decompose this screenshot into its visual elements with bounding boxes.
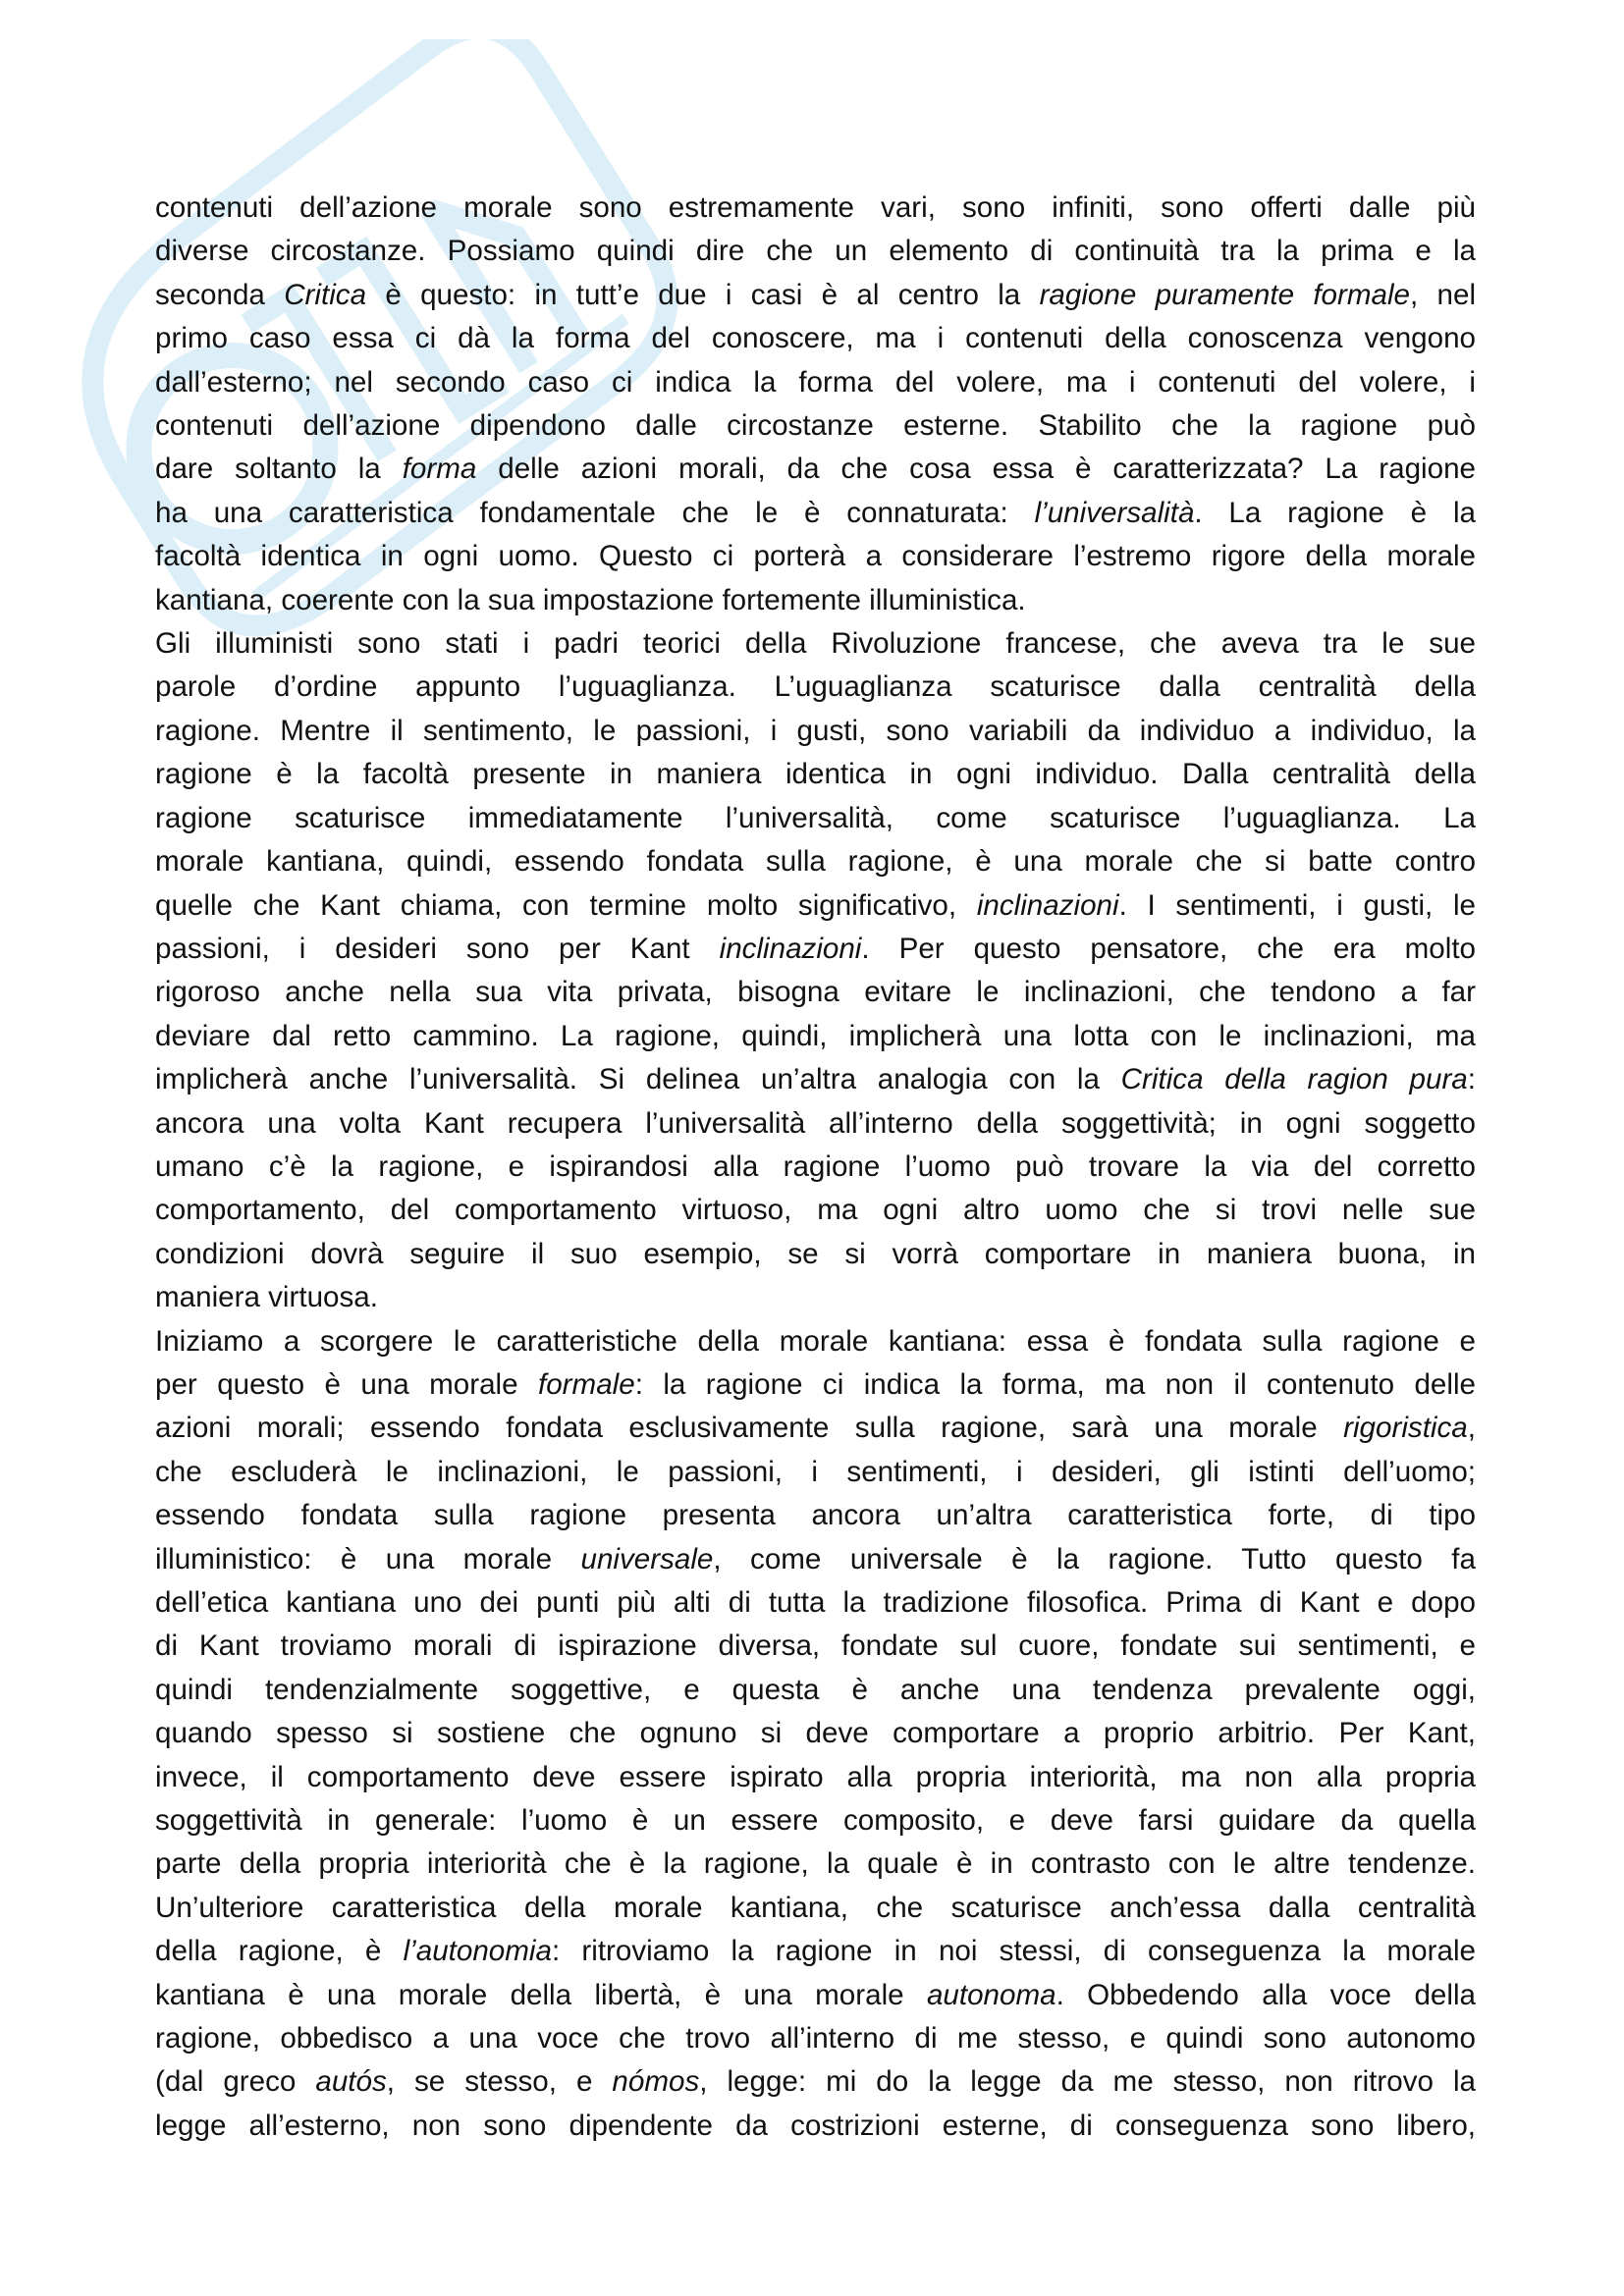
text-segment: dell’etica kantiana uno dei punti più alti di tutta la tradizione filosofica. Prima di Kant e dopo bbox=[155, 1586, 1476, 1619]
italic-term: autonoma bbox=[926, 1978, 1056, 2011]
text-segment: di Kant troviamo morali di ispirazione diversa, fondate sul cuore, fondate sui sentimenti, e bbox=[155, 1629, 1476, 1663]
italic-term: l’autonomia bbox=[403, 1935, 552, 1968]
text-segment: ragione. Mentre il sentimento, le passioni, i gusti, sono variabili da individuo a individuo, la bbox=[155, 714, 1476, 747]
text-segment: delle azioni morali, da che cosa essa è caratterizzata? La ragione bbox=[476, 453, 1476, 486]
text-line bbox=[155, 1712, 1476, 1755]
text-segment: dall’esterno; nel secondo caso ci indica la forma del volere, ma i contenuti del volere, i bbox=[155, 365, 1476, 399]
text-line bbox=[155, 666, 1476, 709]
text-segment: , nel bbox=[1410, 278, 1477, 311]
italic-term: Critica della ragion pura bbox=[1120, 1063, 1468, 1096]
text-segment: , come universale è la ragione. Tutto questo fa bbox=[713, 1542, 1476, 1575]
text-segment: : bbox=[1467, 1063, 1476, 1096]
text-segment: contenuti dell’azione morale sono estremamente vari, sono infiniti, sono offerti dalle più bbox=[155, 191, 1476, 224]
text-line bbox=[155, 1276, 1476, 1319]
text-line bbox=[155, 1494, 1476, 1537]
text-segment: . Obbedendo alla voce della bbox=[1056, 1978, 1476, 2011]
italic-term: nómos bbox=[612, 2065, 700, 2099]
text-segment: . Per questo pensatore, che era molto bbox=[861, 932, 1476, 965]
text-segment: soggettività in generale: l’uomo è un essere composito, e deve farsi guidare da quella bbox=[155, 1804, 1476, 1838]
text-line bbox=[155, 187, 1476, 230]
text-segment: comportamento, del comportamento virtuoso, ma ogni altro uomo che si trovi nelle sue bbox=[155, 1194, 1476, 1227]
text-line bbox=[155, 1320, 1476, 1363]
italic-term: l’universalità bbox=[1034, 496, 1195, 529]
text-segment: morale kantiana, quindi, essendo fondata sulla ragione, è una morale che si batte contro bbox=[155, 845, 1476, 879]
text-line bbox=[155, 1189, 1476, 1232]
text-line bbox=[155, 579, 1476, 622]
text-segment: kantiana è una morale della libertà, è una morale bbox=[155, 1978, 927, 2011]
text-segment: (dal greco bbox=[155, 2065, 316, 2099]
text-segment: implicherà anche l’universalità. Si delinea un’altra analogia con la bbox=[155, 1063, 1121, 1096]
text-line bbox=[155, 840, 1476, 883]
italic-term: autós bbox=[315, 2065, 387, 2099]
text-line bbox=[155, 1233, 1476, 1276]
text-line bbox=[155, 753, 1476, 796]
text-segment: Gli illuministi sono stati i padri teorici della Rivoluzione francese, che aveva tra le sue bbox=[155, 627, 1476, 661]
text-segment: Iniziamo a scorgere le caratteristiche della morale kantiana: essa è fondata sulla ragione e bbox=[155, 1324, 1476, 1358]
text-segment: quando spesso si sostiene che ognuno si deve comportare a proprio arbitrio. Per Kant, bbox=[155, 1717, 1476, 1750]
text-segment: Un’ulteriore caratteristica della morale kantiana, che scaturisce anch’essa dalla centralità bbox=[155, 1891, 1476, 1924]
text-line bbox=[155, 1625, 1476, 1668]
text-line bbox=[155, 622, 1476, 666]
text-segment: , legge: mi do la legge da me stesso, non ritrovo la bbox=[699, 2065, 1476, 2099]
text-segment: per questo è una morale bbox=[155, 1367, 538, 1401]
text-segment: della ragione, è bbox=[155, 1935, 404, 1968]
text-line bbox=[155, 492, 1476, 535]
text-segment: diverse circostanze. Possiamo quindi dire che un elemento di continuità tra la prima e la bbox=[155, 235, 1476, 268]
text-line bbox=[155, 1974, 1476, 2017]
text-line bbox=[155, 1407, 1476, 1450]
italic-term: inclinazioni bbox=[719, 932, 862, 965]
text-segment: che escluderà le inclinazioni, le passioni, i sentimenti, i desideri, gli istinti dell’uomo; bbox=[155, 1455, 1476, 1488]
text-segment: parole d’ordine appunto l’uguaglianza. L’uguaglianza scaturisce dalla centralità della bbox=[155, 670, 1476, 704]
text-segment: contenuti dell’azione dipendono dalle circostanze esterne. Stabilito che la ragione può bbox=[155, 409, 1476, 443]
text-line bbox=[155, 404, 1476, 448]
italic-term: ragione puramente formale bbox=[1039, 278, 1411, 311]
text-segment: primo caso essa ci dà la forma del conoscere, ma i contenuti della conoscenza vengono bbox=[155, 322, 1476, 355]
text-line bbox=[155, 1538, 1476, 1581]
text-segment: illuministico: è una morale bbox=[155, 1542, 581, 1575]
italic-term: universale bbox=[580, 1542, 714, 1575]
text-segment: è questo: in tutt’e due i casi è al centro la bbox=[366, 278, 1040, 311]
text-line bbox=[155, 971, 1476, 1014]
text-segment: deviare dal retto cammino. La ragione, quindi, implicherà una lotta con le inclinazioni, ma bbox=[155, 1019, 1476, 1052]
text-segment: quindi tendenzialmente soggettive, e questa è anche una tendenza prevalente oggi, bbox=[155, 1673, 1476, 1706]
text-line bbox=[155, 535, 1476, 578]
text-line bbox=[155, 1581, 1476, 1625]
italic-term: forma bbox=[402, 453, 477, 486]
text-segment: condizioni dovrà seguire il suo esempio, se si vorrà comportare in maniera buona, in bbox=[155, 1237, 1476, 1270]
text-segment: maniera virtuosa. bbox=[155, 1281, 378, 1314]
text-line bbox=[155, 1451, 1476, 1494]
text-segment: essendo fondata sulla ragione presenta ancora un’altra caratteristica forte, di tipo bbox=[155, 1499, 1476, 1532]
text-line bbox=[155, 2105, 1476, 2148]
document-body-text bbox=[155, 187, 1476, 2148]
text-line bbox=[155, 1363, 1476, 1407]
text-segment: : ritroviamo la ragione in noi stessi, di conseguenza la morale bbox=[551, 1935, 1476, 1968]
text-segment: kantiana, coerente con la sua impostazione fortemente illuministica. bbox=[155, 583, 1026, 616]
text-line bbox=[155, 884, 1476, 928]
text-segment: : la ragione ci indica la forma, ma non il contenuto delle bbox=[634, 1367, 1476, 1401]
text-line bbox=[155, 1842, 1476, 1886]
text-segment: invece, il comportamento deve essere ispirato alla propria interiorità, ma non alla propria bbox=[155, 1760, 1476, 1793]
text-line bbox=[155, 1799, 1476, 1842]
text-line bbox=[155, 2060, 1476, 2104]
text-line bbox=[155, 274, 1476, 317]
text-line bbox=[155, 317, 1476, 360]
text-segment: , se stesso, e bbox=[386, 2065, 613, 2099]
text-segment: rigoroso anche nella sua vita privata, bisogna evitare le inclinazioni, che tendono a far bbox=[155, 976, 1476, 1009]
text-line bbox=[155, 2017, 1476, 2060]
text-segment: seconda bbox=[155, 278, 285, 311]
text-segment: . I sentimenti, i gusti, le bbox=[1118, 888, 1476, 922]
text-segment: facoltà identica in ogni uomo. Questo ci porterà a considerare l’estremo rigore della morale bbox=[155, 540, 1476, 573]
text-segment: legge all’esterno, non sono dipendente da costrizioni esterne, di conseguenza sono libero, bbox=[155, 2109, 1476, 2142]
text-line bbox=[155, 797, 1476, 840]
text-line bbox=[155, 1058, 1476, 1101]
text-line bbox=[155, 1930, 1476, 1973]
text-line bbox=[155, 1669, 1476, 1712]
text-segment: passioni, i desideri sono per Kant bbox=[155, 932, 720, 965]
italic-term: inclinazioni bbox=[976, 888, 1119, 922]
text-line bbox=[155, 1102, 1476, 1146]
text-segment: parte della propria interiorità che è la ragione, la quale è in contrasto con le altre tendenze. bbox=[155, 1847, 1476, 1881]
text-segment: ragione è la facoltà presente in maniera identica in ogni individuo. Dalla centralità della bbox=[155, 758, 1476, 791]
text-segment: ancora una volta Kant recupera l’universalità all’interno della soggettività; in ogni soggetto bbox=[155, 1106, 1476, 1140]
text-line bbox=[155, 928, 1476, 971]
text-line bbox=[155, 1887, 1476, 1930]
text-segment: azioni morali; essendo fondata esclusivamente sulla ragione, sarà una morale bbox=[155, 1412, 1344, 1445]
italic-term: formale bbox=[538, 1367, 635, 1401]
text-segment: ragione scaturisce immediatamente l’universalità, come scaturisce l’uguaglianza. La bbox=[155, 801, 1476, 834]
text-line bbox=[155, 710, 1476, 753]
text-line bbox=[155, 1756, 1476, 1799]
text-line bbox=[155, 230, 1476, 273]
text-segment: . La ragione è la bbox=[1194, 496, 1476, 529]
text-segment: quelle che Kant chiama, con termine molto significativo, bbox=[155, 888, 977, 922]
text-line bbox=[155, 1015, 1476, 1058]
text-segment: dare soltanto la bbox=[155, 453, 403, 486]
text-segment: , bbox=[1467, 1412, 1476, 1445]
text-segment: ragione, obbedisco a una voce che trovo all’interno di me stesso, e quindi sono autonomo bbox=[155, 2022, 1476, 2056]
text-line bbox=[155, 361, 1476, 404]
text-line bbox=[155, 448, 1476, 491]
italic-term: rigoristica bbox=[1343, 1412, 1468, 1445]
text-segment: umano c’è la ragione, e ispirandosi alla ragione l’uomo può trovare la via del corretto bbox=[155, 1149, 1476, 1183]
text-line bbox=[155, 1146, 1476, 1189]
text-segment: ha una caratteristica fondamentale che le è connaturata: bbox=[155, 496, 1035, 529]
italic-term: Critica bbox=[284, 278, 367, 311]
